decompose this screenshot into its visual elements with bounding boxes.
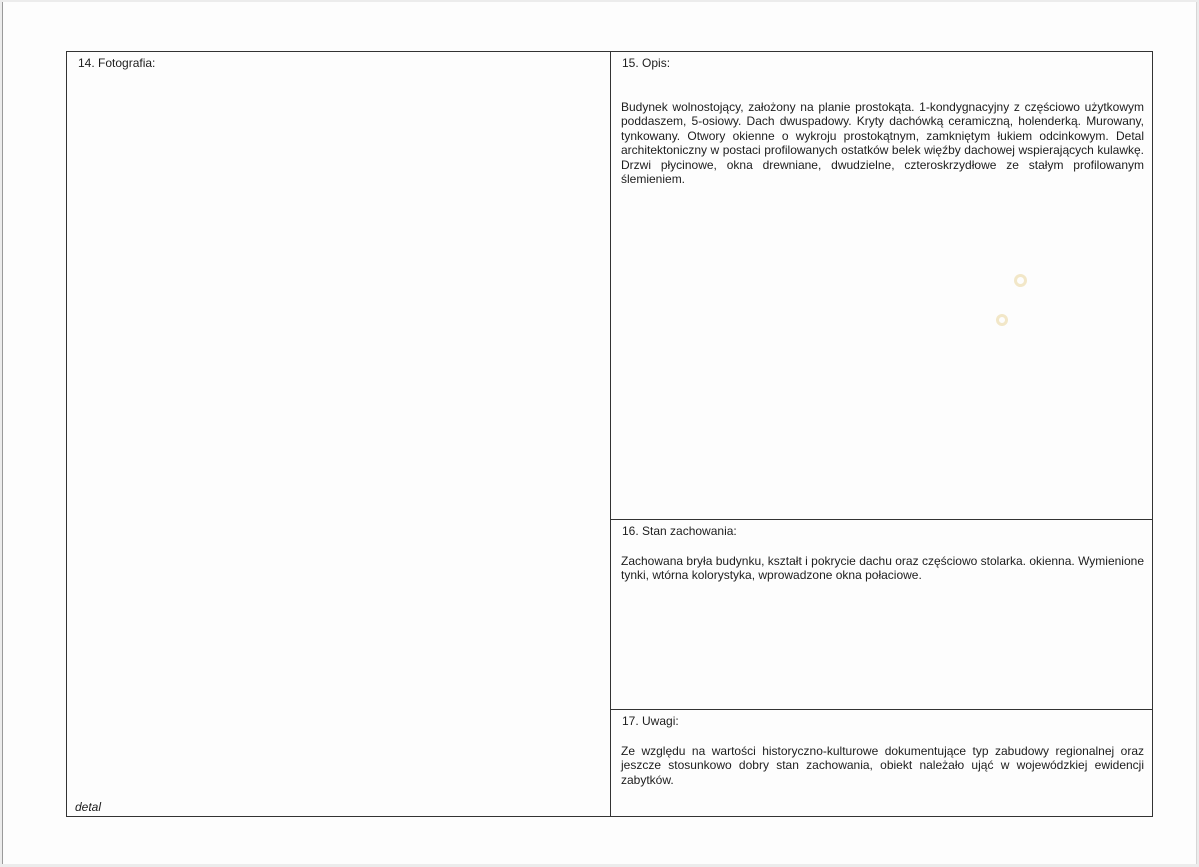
condition-text: Zachowana bryła budynku, kształt i pokrycie dachu oraz częściowo stolarka. okienna. Wymienione tynki, wtórna kolorystyka, wprowadzone okna połaciowe. (621, 554, 1144, 583)
photo-caption: detal (75, 800, 102, 814)
form-frame (66, 51, 1153, 817)
description-text: Budynek wolnostojący, założony na planie prostokąta. 1-kondygnacyjny z częściowo użytkowym poddaszem, 5-osiowy. Dach dwuspadowy. Kryty dachówką ceramiczną, holenderką. Murowany, tynkowany. Otwory okienne o wykroju prostokątnym, zamkniętym łukiem odcinkowym. Detal architektoniczny w postaci profilowanych ostatków belek więźby dachowej wspierających kulawkę. Drzwi płycinowe, okna drewniane, dwudzielne, czteroskrzydłowe ze stałym profilowanym ślemieniem. (621, 100, 1144, 187)
description-title: 15. Opis: (622, 56, 671, 70)
remarks-text: Ze względu na wartości historyczno-kulturowe dokumentujące typ zabudowy regionalnej oraz jeszcze stosunkowo dobry stan zachowania, obiekt należało ująć w wojewódzkiej ewidencji zabytków. (621, 744, 1144, 787)
paper-spot-mark (996, 314, 1008, 326)
description-section (611, 52, 1152, 519)
photo-section-label: 14. Fotografia: (78, 56, 156, 70)
remarks-title: 17. Uwagi: (622, 714, 679, 728)
condition-section (611, 519, 1152, 709)
paper-spot-mark (1014, 274, 1027, 287)
document-page (2, 2, 1197, 864)
remarks-section (611, 709, 1152, 816)
condition-title: 16. Stan zachowania: (622, 524, 737, 538)
